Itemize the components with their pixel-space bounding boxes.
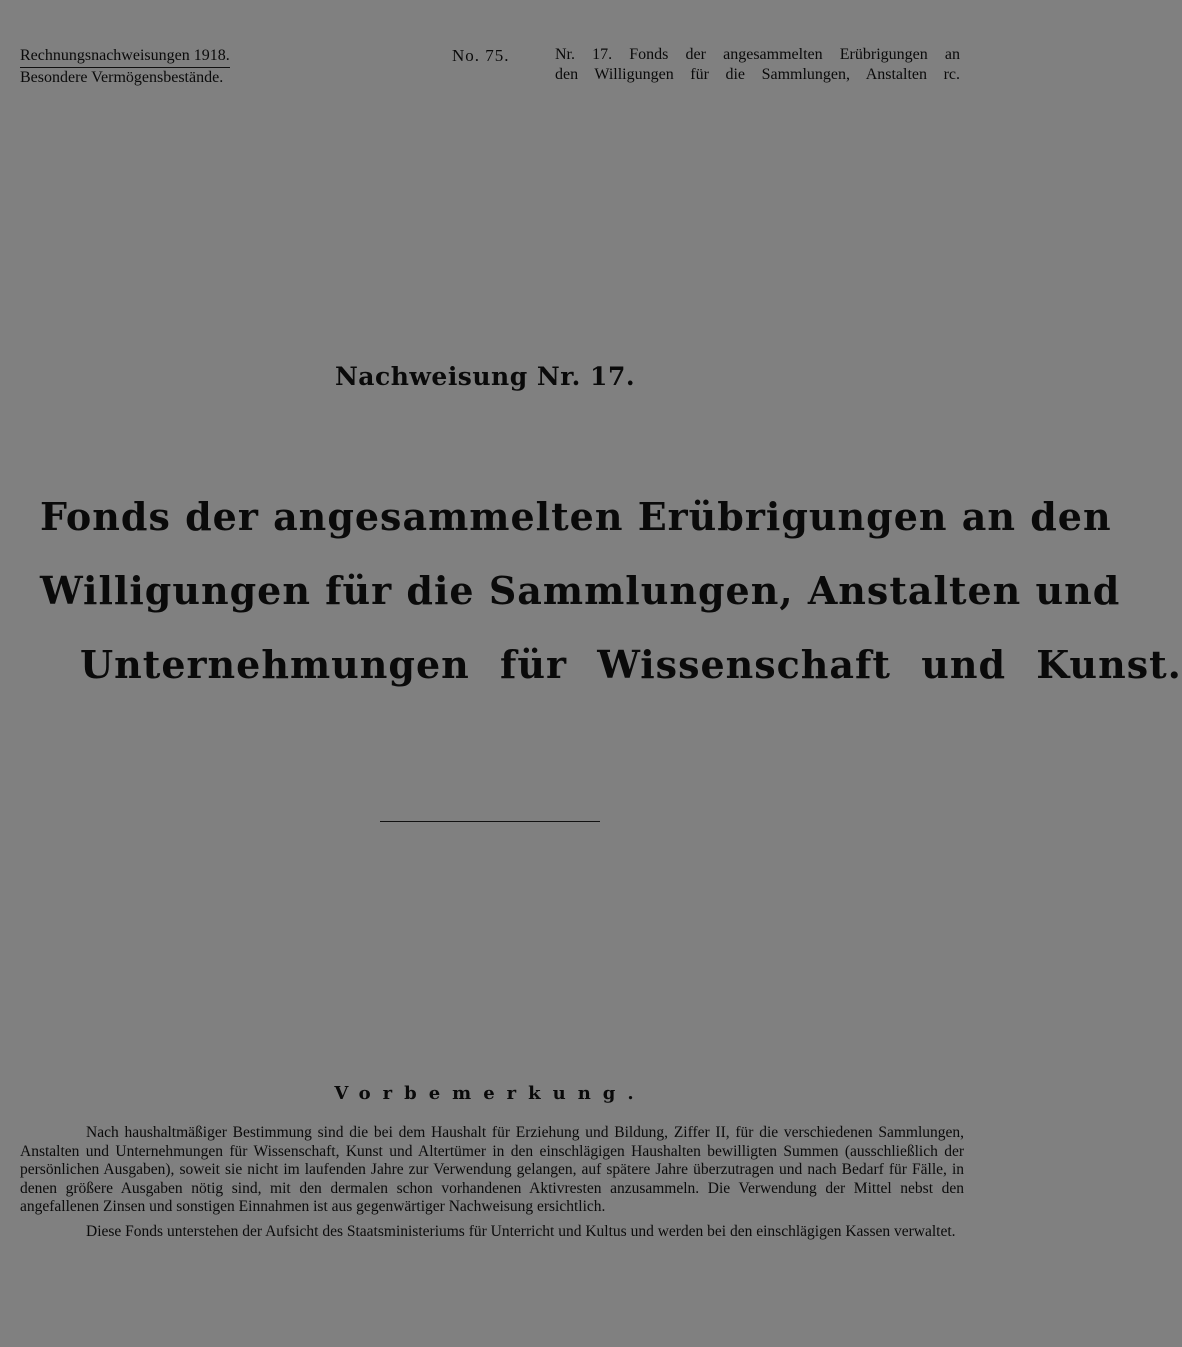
title-line-2: Willigungen für die Sammlungen, Anstalten und <box>40 568 1121 613</box>
running-header-left <box>20 46 260 88</box>
header-series-title: Rechnungsnachweisungen 1918. <box>20 46 230 68</box>
running-header-right <box>555 45 960 85</box>
divider-rule <box>380 821 600 822</box>
title-line-3: Unternehmungen für Wissenschaft und Kunst. <box>80 642 1182 687</box>
section-heading: Nachweisung Nr. 17. <box>334 362 636 391</box>
header-series-subtitle: Besondere Vermögensbestände. <box>20 69 224 86</box>
preface-body <box>20 1124 964 1248</box>
header-right-line-1: Nr. 17. Fonds der angesammelten Erübrigungen an <box>555 46 960 63</box>
page-title <box>40 480 1182 702</box>
preface-paragraph-2: Diese Fonds unterstehen der Aufsicht des Staatsministeriums für Unterricht und Kultus und werden bei den einschlägigen Kassen verwaltet. <box>86 1222 956 1240</box>
preface-paragraph-1: Nach haushaltmäßiger Bestimmung sind die bei dem Haushalt für Erziehung und Bildung, Ziffer II, für die verschiedenen Sammlungen, Anstalten und Unternehmungen für Wissenschaft, Kunst und Altertümer in den einschlägigen Haushalten bewilligten Summen (ausschließlich der persönlichen Ausgaben), soweit sie nicht im laufenden Jahre zur Verwendung gelangen, auf spätere Jahre überzutragen und nach Bedarf für Fälle, in denen größere Ausgaben nötig sind, mit den dermalen schon vorhandenen Aktivresten anzusammeln. Die Verwendung der Mittel nebst den angefallenen Zinsen und sonstigen Einnahmen ist aus gegenwärtiger Nachweisung ersichtlich. <box>20 1124 964 1216</box>
header-right-line-2: den Willigungen für die Sammlungen, Anstalten rc. <box>555 66 960 83</box>
header-document-number: No. 75. <box>452 46 510 65</box>
preface-heading: Vorbemerkung. <box>334 1083 646 1104</box>
title-line-1: Fonds der angesammelten Erübrigungen an den <box>40 494 1112 539</box>
